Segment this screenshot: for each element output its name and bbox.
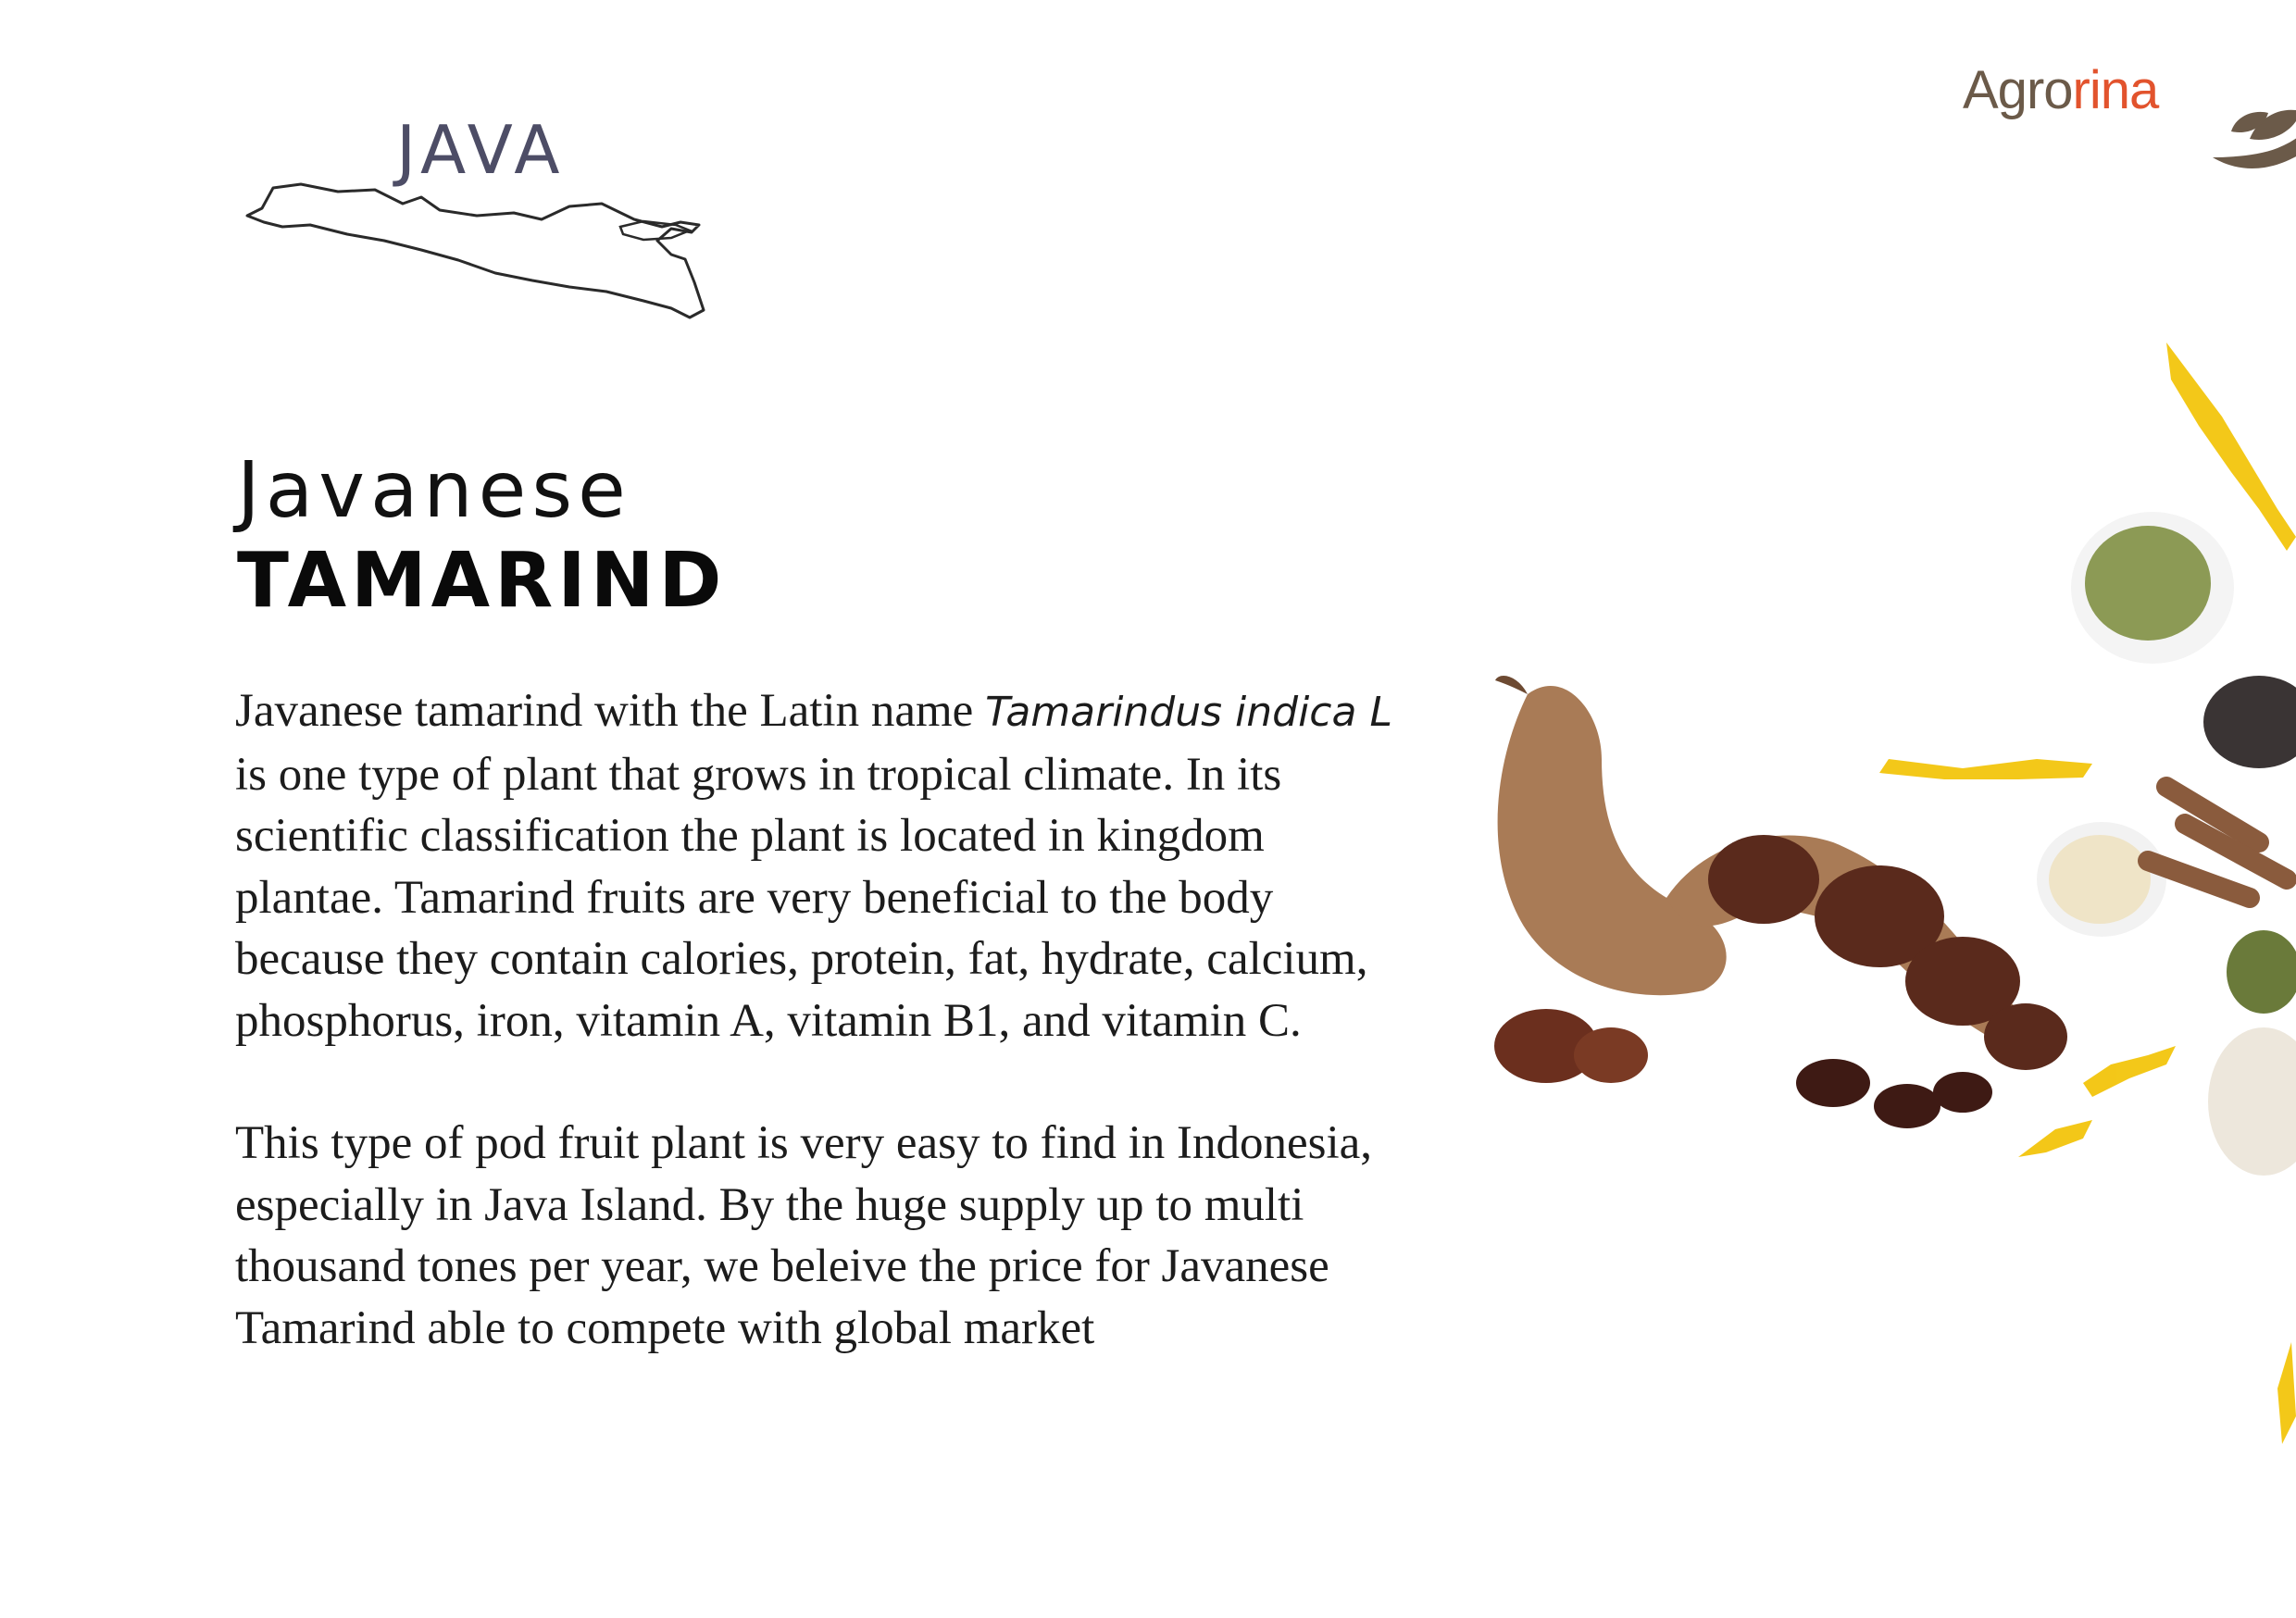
brand-logo bbox=[1963, 28, 2268, 180]
title-line-1: Javanese bbox=[237, 444, 631, 535]
tamarind-and-spices-illustration bbox=[1444, 324, 2296, 1481]
description-paragraph-2: This type of pod fruit plant is very easy to find in Indonesia, especially in Java Island. By the huge supply up to multi thousand tones per year, we beleive the price for Javanese Tamarind able to compete with global market bbox=[235, 1117, 1373, 1354]
brand-leaf-icon bbox=[2083, 28, 2296, 180]
java-island-map bbox=[236, 171, 718, 329]
java-island-outline bbox=[247, 184, 704, 317]
brand-name-part-2: rina bbox=[2072, 60, 2159, 120]
paragraph-1-rest: is one type of plant that grows in tropical climate. In its scientific classification the plant is located in kingdom plantae. Tamarind fruits are very beneficial to the body because they contain calories, protein, fat, hydrate, calcium, phosphorus, iron, vitamin A, vitamin B1, and vitamin C. bbox=[235, 748, 1368, 1047]
description bbox=[235, 680, 1392, 1359]
title-line-2: TAMARIND bbox=[237, 537, 727, 625]
long-pepper-sticks bbox=[2148, 787, 2287, 898]
region-label: JAVA bbox=[396, 111, 566, 189]
description-paragraph-1 bbox=[235, 680, 1392, 1052]
brand-name-part-1: Agro bbox=[1963, 60, 2073, 120]
paragraph-1-lead: Javanese tamarind with the Latin name bbox=[235, 685, 986, 737]
tamarind-pods bbox=[1494, 676, 2067, 1128]
latin-name: Tamarindus indica L bbox=[985, 689, 1392, 736]
